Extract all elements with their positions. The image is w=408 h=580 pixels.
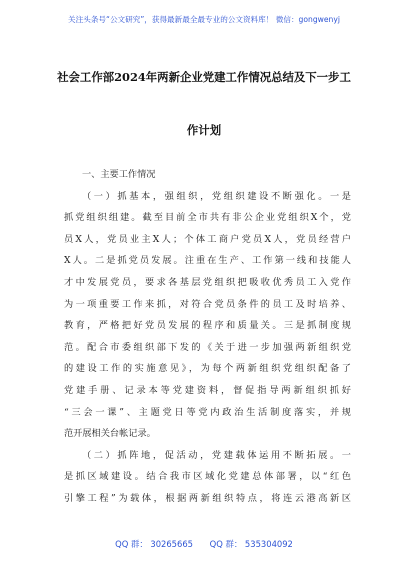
body-line: 党建手册、记录本等党建资料，督促指导两新组织抓好 [64, 384, 351, 396]
body-line: 范。配合市委组织部下发的《关于进一步加强两新组织党 [64, 341, 351, 353]
body-line: （二）抓阵地，促活动，党建载体运用不断拓展。一 [82, 449, 351, 461]
body-line: （一）抓基本，强组织，党组织建设不断强化。一是 [82, 190, 351, 202]
footer-qq-group-2: QQ 群： 535304092 [209, 539, 293, 549]
document-title-line-2: 作计划 [186, 123, 222, 137]
document-title-line-1: 社会工作部2024年两新企业党建工作情况总结及下一步工 [57, 70, 351, 84]
body-line: 员X人，党员业主X人；个体工商户党员X人，党员经营户 [64, 233, 351, 245]
body-line: 范开展相关台帐记录。 [64, 428, 156, 440]
body-line: X人。二是抓党员发展。注重在生产、工作第一线和技能人 [64, 255, 351, 267]
body-line: “三会一课”、主题党日等党内政治生活制度落实，并规 [64, 406, 351, 418]
body-line: 才中发展党员，要求各基层党组织把吸收优秀员工入党作 [64, 276, 351, 288]
body-line: 为一项重要工作来抓，对符合党员条件的员工及时培养、 [64, 298, 351, 310]
footer-qq-group-1: QQ 群： 30265665 [115, 539, 193, 549]
body-line: 抓党组织组建。截至目前全市共有非公企业党组织X个，党 [64, 212, 351, 224]
section-heading: 一、主要工作情况 [82, 169, 156, 180]
body-line: 是抓区域建设。结合我市区域化党建总体部署，以“红色 [64, 471, 351, 483]
header-banner: 关注头条号“公文研究”，获得最新最全最专业的公文资料库！ 微信：gongwenyj [68, 15, 340, 24]
body-line: 引擎工程”为载体，根据两新组织特点，将连云港高新区 [64, 492, 351, 504]
document-body [64, 164, 351, 510]
body-line: 教育，严格把好党员发展的程序和质量关。三是抓制度规 [64, 320, 351, 332]
footer-contact [0, 534, 408, 554]
body-line: 的建设工作的实施意见》，为每个两新组织党组织配备了 [64, 363, 351, 375]
